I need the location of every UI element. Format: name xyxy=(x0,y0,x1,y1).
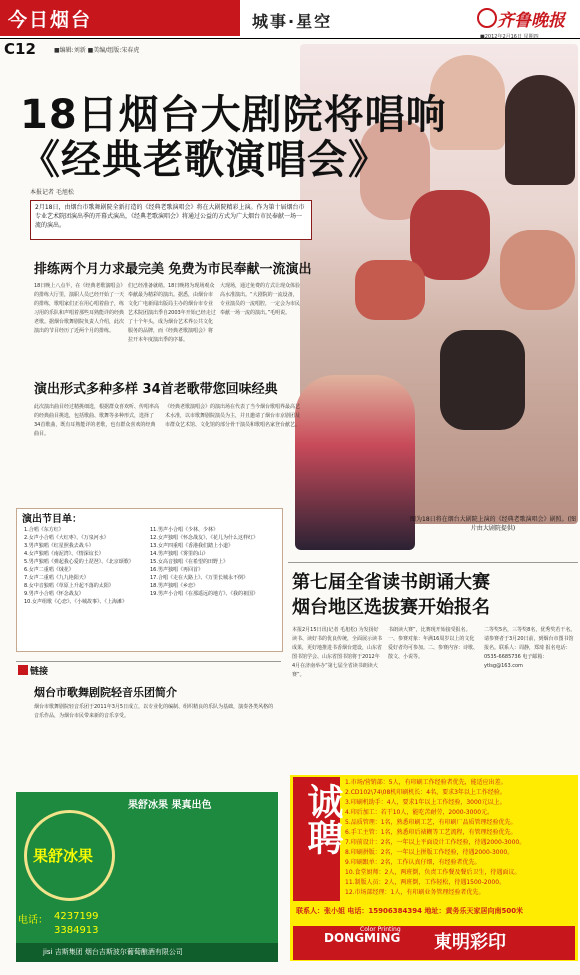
date-line: ■2012年2月16日 星期四 xyxy=(480,34,539,40)
program-list-left xyxy=(24,526,144,606)
byline: 本报记者 毛旭松 xyxy=(30,189,74,196)
reading-event-col3: 二等奖5名，三等奖8名，优秀奖若干名。请参赛者于3月20日前，到烟台市图书馆报名。联系人：周静，郑琦 报名电话：0535-6685736 电子邮箱：ytlsg@163.com xyxy=(484,627,576,669)
job-item: 5.品质管理：1名，熟悉印刷工艺，有印刷厂品质管理经验优先。 xyxy=(345,819,517,826)
link-box xyxy=(16,661,281,662)
fruit-brand: 果舒冰果 xyxy=(33,847,94,865)
program-item: 15.女高音独唱《在希望的田野上》 xyxy=(150,559,228,565)
program-list-title: 演出节目单： xyxy=(22,514,82,525)
section2-col1: 此次演出曲目经过精挑细选，根据群众喜欢听、传唱率高的经典曲目挑选，包括歌曲、歌舞等多种形式，选择了34首歌曲，既有耳熟能详的老歌，也有群众喜欢的经典曲目。 xyxy=(34,404,160,437)
brand-title: 齐鲁晚报 xyxy=(497,11,565,31)
program-item: 13.女声四重唱《香港我们踏上小道》 xyxy=(150,543,233,549)
program-item: 8.女中音独唱《草原上升起不落的太阳》 xyxy=(24,583,114,589)
singer-photo-5 xyxy=(500,230,575,310)
headline-line2: 《经典老歌演唱会》 xyxy=(20,137,389,183)
brand-logo-icon xyxy=(477,8,497,28)
program-item: 11.男声小合唱《少林、少林》 xyxy=(150,527,218,533)
singer-photo-4 xyxy=(410,190,490,280)
job-item: 2.CD102\74\08机印刷机长：4名，要求3年以上工作经验。 xyxy=(345,789,506,796)
reading-event-col2: 书朗读大赛”，比赛现开始接受报名。一、参赛对象：年满16周岁以上的文化爱好者均可参加。二、参赛内容：诗歌、散文、小说等。 xyxy=(388,627,479,660)
page-number: C12 xyxy=(4,40,36,58)
program-item: 5.男声独唱《弹起我心爱的土琵琶》、《北京颂歌》 xyxy=(24,559,134,565)
program-item: 6.女声二重唱《绒花》 xyxy=(24,567,74,573)
photo-caption: 图为18日将在烟台大剧院上演的《经典老歌演唱会》剧照。(图片由大剧院提供) xyxy=(410,516,576,532)
program-item: 4.女声独唱《南泥湾》、《情深谊长》 xyxy=(24,551,104,557)
dance-troupe-text: 烟台市歌舞剧院轻音乐团于2011年3月5日成立，以专业化的编制、组织精良的乐队为基础，演奏各类风格的音乐作品，为烟台市民带来新的音乐享受。 xyxy=(34,704,274,719)
recruit-contact: 联系人：张小姐 电话：15906384394 地址：黄务乐天家居向南500米 xyxy=(296,907,524,915)
company-sub: Color Printing xyxy=(360,926,401,933)
section-theme: 城事·星空 xyxy=(252,12,333,31)
program-item: 17.合唱《走在大路上》、《万里长城永不倒》 xyxy=(150,575,248,581)
job-item: 11.制版人员：2人，两班倒，工作轻松，待遇1500-2000。 xyxy=(345,879,506,886)
job-item: 4.印后加工：若干10人，能吃苦耐劳，2000-3000元。 xyxy=(345,809,494,816)
job-item: 7.印前设计：2名，一年以上平面设计工作经验，待遇2000-3000。 xyxy=(345,839,526,846)
program-item: 18.男声独唱《乡恋》 xyxy=(150,583,198,589)
section2-title: 演出形式多种多样 34首老歌带您回味经典 xyxy=(34,382,278,397)
fruit-ad-footer: jisi 吉斯集团 烟台吉斯波尔葡萄酿酒有限公司 xyxy=(43,948,183,956)
program-item: 9.男声小合唱《怀念战友》 xyxy=(24,591,84,597)
job-item: 1.市场/营销部：5人，有印刷工作经验者优先，能适应出差。 xyxy=(345,779,507,786)
program-item: 7.女声二重唱《九九艳阳天》 xyxy=(24,575,89,581)
recruit-title xyxy=(300,783,344,866)
fruit-tel-2: 3384913 xyxy=(54,925,99,936)
section1-col1: 18日晚上八点半，在《经典老歌演唱会》的排练大厅里，演职人员已经开始了一天的排练，歌唱家们正在用心唱着曲子，练习用的乐队和声唱着那些耳熟能详的经典老歌。据烟台歌舞剧院负责人介绍，此次演出的节目经历了近两个月的排练。 xyxy=(34,283,125,334)
program-list-right xyxy=(150,526,275,598)
reading-event-col1: 本报2月15日讯(记者 毛旭松) 为发扬好读书、读好书的优良传统，全面展示读书成果，更好地推进书香烟台建设，山东省图书馆学会、山东省图书馆将于2012年4月在济南举办“第七届全省读书朗读大赛”。 xyxy=(292,627,383,678)
company-name-en: DONGMING xyxy=(324,931,401,945)
section1-col2: 们已经准备就绪。18日晚将为现场观众奉献最为精彩的演出。据悉，由烟台市文化广电新闻出版局主办的烟台市专业艺术院团演出季自2003年开始已经走过了十个年头，成为烟台艺术界公共文化服务的品牌，而《经典老歌演唱会》将拉开本年度演出季的序幕。 xyxy=(128,283,216,343)
section1-col3: 大现场，通过免费的方式让现众体验高水准演出。“大剧院的一流设备，专业演员的一流唱腔，一定会为市民奉献一场一流的演出。”毛明说。 xyxy=(220,283,301,316)
fruit-tel-label: 电话： xyxy=(18,915,48,926)
job-item: 9.印刷跟单：2名，工作认真仔细，有经验者优先。 xyxy=(345,859,481,866)
singer-photo-7 xyxy=(440,330,525,430)
program-item: 16.男声独唱《再回首》 xyxy=(150,567,203,573)
divider xyxy=(288,562,578,563)
program-item: 12.女声独唱《怀念战友》、《花儿为什么这样红》 xyxy=(150,535,258,541)
program-item: 14.男声独唱《雾里的山》 xyxy=(150,551,208,557)
job-item: 3.印刷机助手：4人，要求1年以上工作经验，3000元以上。 xyxy=(345,799,506,806)
program-item: 10.女声组歌《心恋》、《小城故事》、《上海滩》 xyxy=(24,599,127,605)
recruit-title-text: 诚聘 xyxy=(302,783,343,855)
program-item: 3.男声独唱《红星照我去战斗》 xyxy=(24,543,94,549)
program-item: 1.合唱《东方红》 xyxy=(24,527,64,533)
reading-event-title-1: 第七届全省读书朗诵大赛 xyxy=(292,572,490,593)
job-item: 8.印刷拼版：2名，一年以上拼版工作经验，待遇2000-3000。 xyxy=(345,849,514,856)
program-item: 19.男声小合唱《在那遥远的地方》、《我的祖国》 xyxy=(150,591,258,597)
program-item: 2.女声小合唱《大红枣》、《万泉河水》 xyxy=(24,535,109,541)
job-item: 12.市场部经理：1人，有印刷业务管理经验者优先。 xyxy=(345,889,485,896)
link-label: 链接 xyxy=(30,667,49,677)
singer-photo-2 xyxy=(505,75,575,185)
headline-line1: 18日烟台大剧院将唱响 xyxy=(20,92,447,138)
editors-line: ■编辑:刘新 ■美编/组版:宋春虎 xyxy=(54,47,140,54)
dance-troupe-title: 烟台市歌舞剧院轻音乐团简介 xyxy=(34,686,177,699)
job-item: 6.手工主管：1名，熟悉印后裱糊等工艺流程，有管理经验优先。 xyxy=(345,829,517,836)
singer-photo-main xyxy=(295,375,415,550)
section-name: 今日烟台 xyxy=(8,9,93,31)
reading-event-title-2: 烟台地区选拔赛开始报名 xyxy=(292,597,490,618)
link-icon xyxy=(18,665,28,675)
fruit-ad-title: 果舒冰果 果真出色 xyxy=(128,800,212,811)
lead-text: 2月18日，由烟台市歌舞剧院全新打造的《经典老歌演唱会》将在大剧院精彩上演。作为第十届烟台市专业艺术院团演出季的开幕式演出，《经典老歌演唱会》将通过公益的方式为广大烟台市民奉献一场一流的演出。 xyxy=(35,204,305,229)
job-list xyxy=(345,778,575,898)
section2-col2: 《经典老歌演唱会》的演出场在代表了当今烟台歌唱界最高艺术水准，以市歌舞剧院演员为主，并且邀请了烟台市京剧团及市群众艺术馆、文化馆的部分骨干演员和歌唱名家登台献艺。 xyxy=(165,404,301,428)
job-item: 10.食堂厨师：2人，两班倒，负责工作餐及餐后卫生，待遇面议。 xyxy=(345,869,521,876)
singer-photo-6 xyxy=(355,260,425,320)
fruit-tel-1: 4237199 xyxy=(54,911,99,922)
company-name-cn: 東明彩印 xyxy=(434,932,506,953)
section1-title: 排练两个月力求最完美 免费为市民奉献一流演出 xyxy=(34,262,312,277)
